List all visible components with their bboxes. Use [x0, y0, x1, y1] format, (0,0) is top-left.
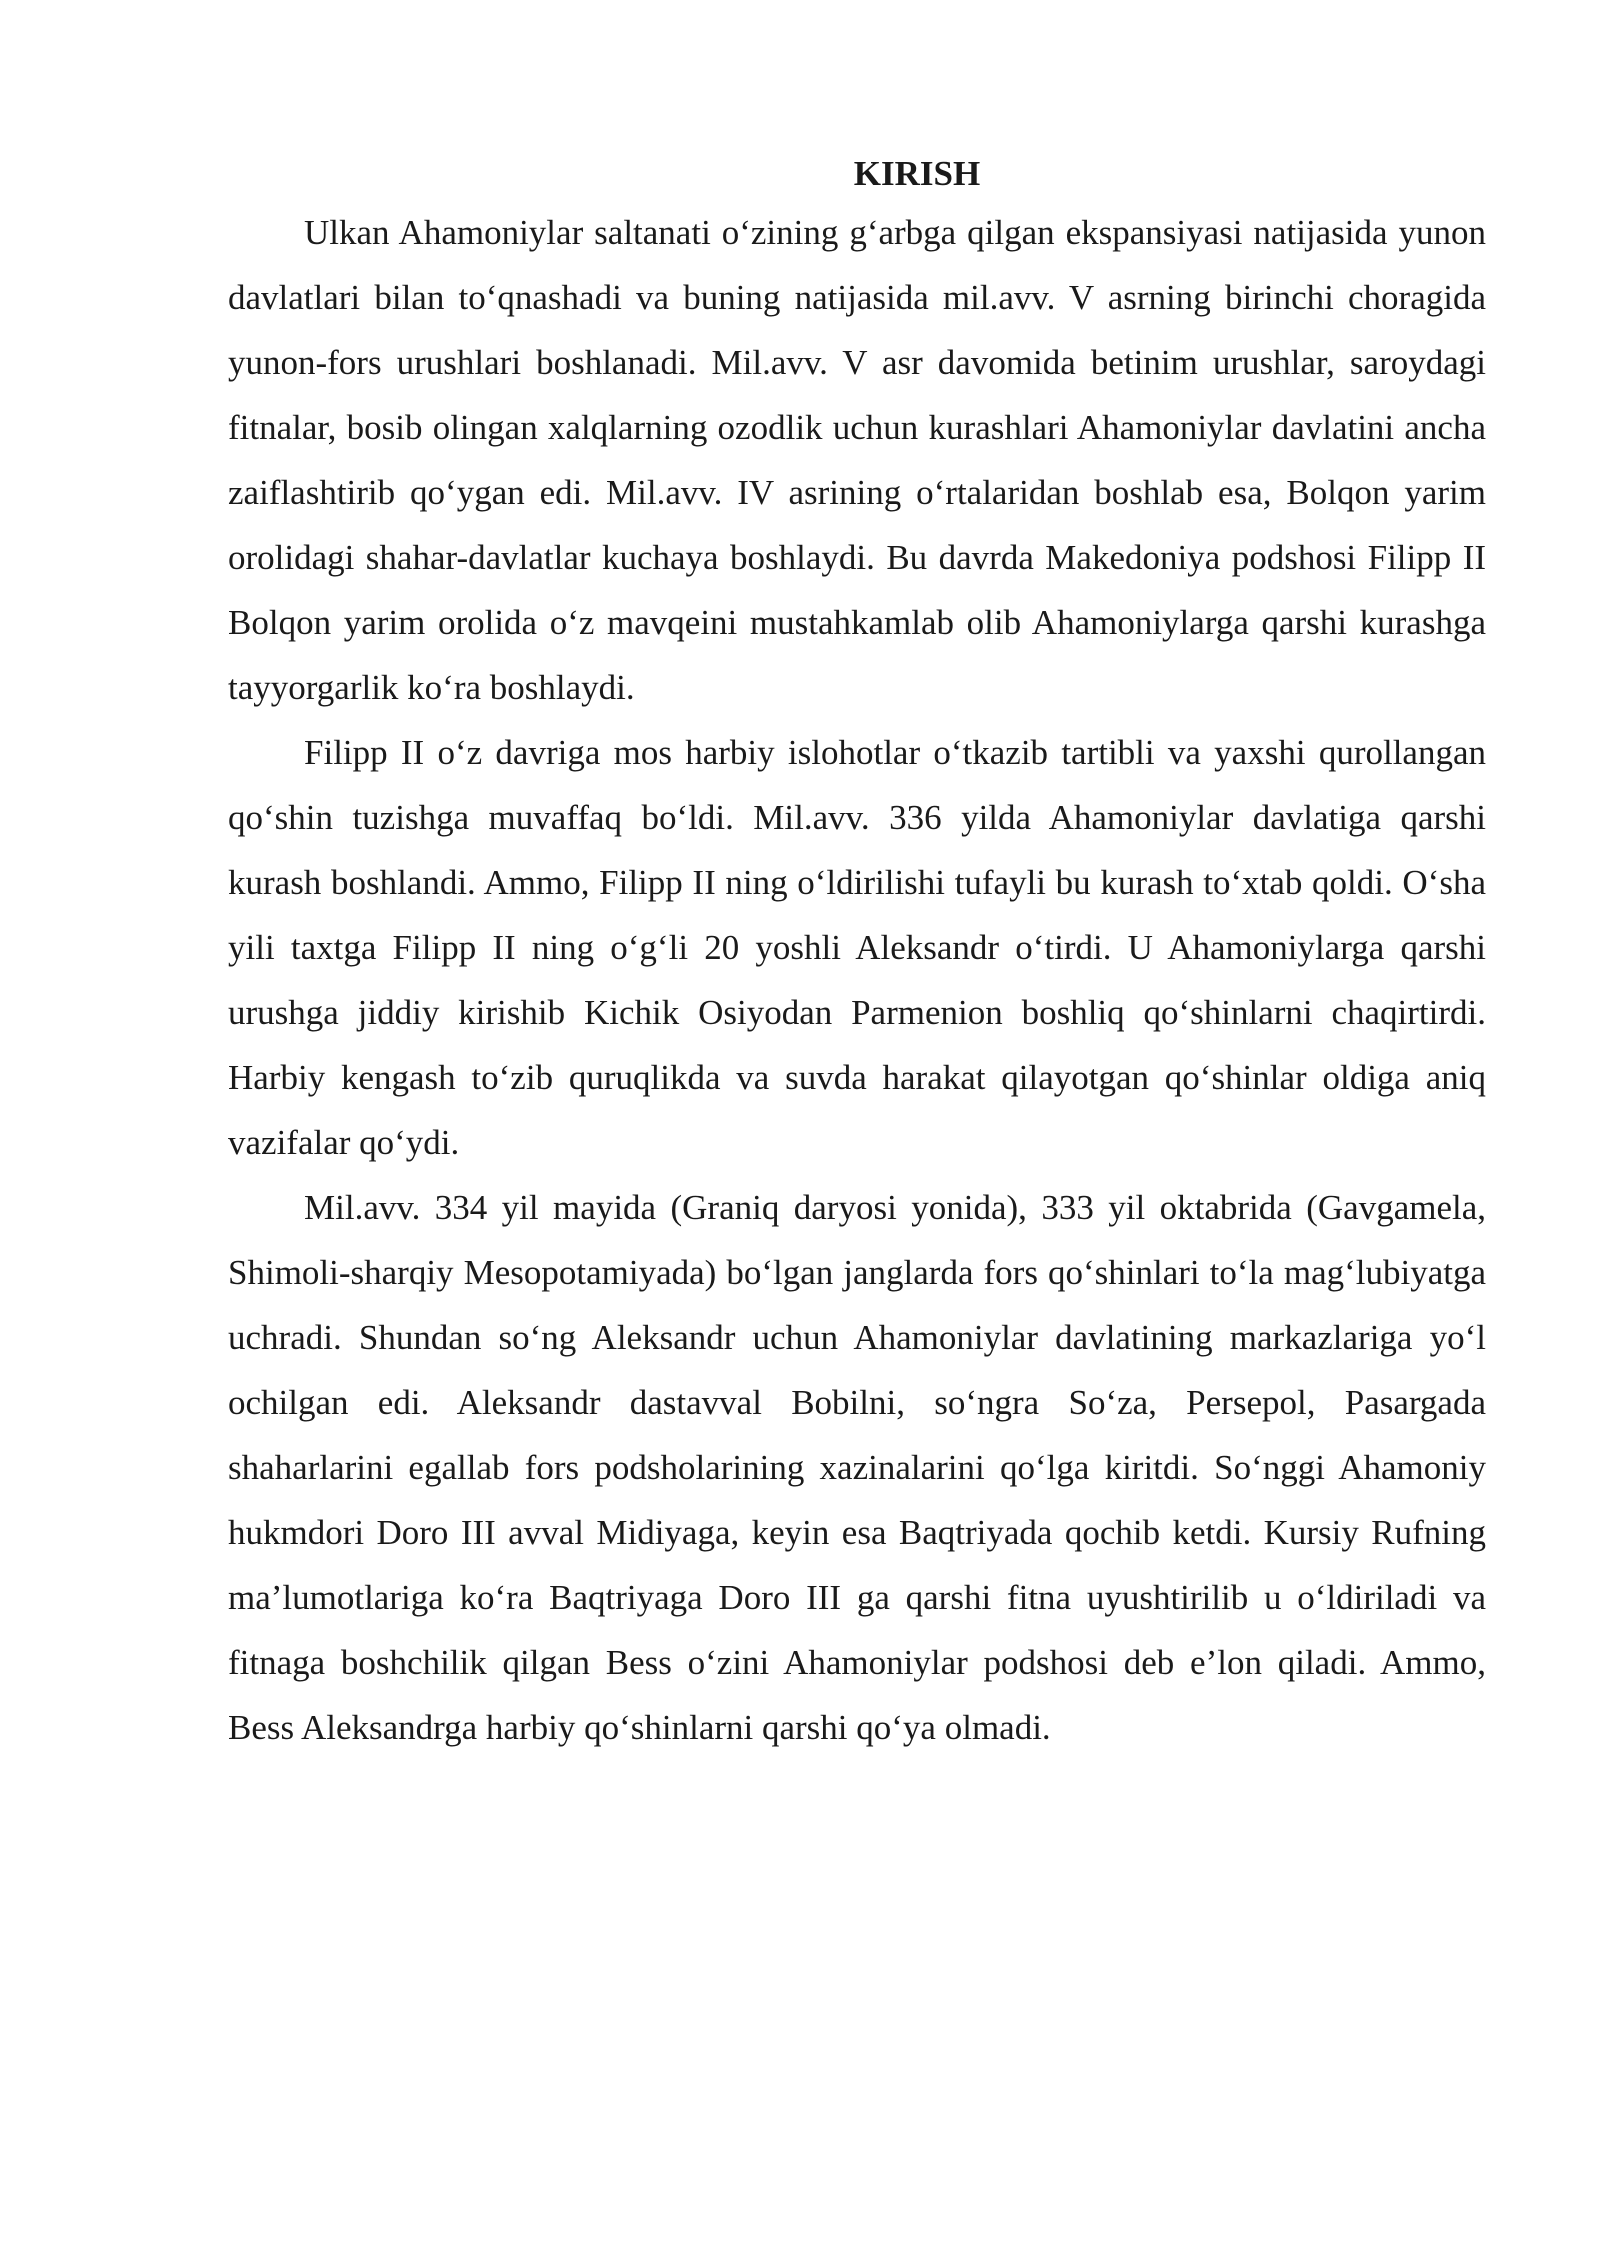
document-body	[228, 148, 1486, 1760]
paragraph-3: Mil.avv. 334 yil mayida (Graniq daryosi yonida), 333 yil oktabrida (Gavgamela, Shimoli-sharqiy Mesopotamiyada) bo‘lgan janglarda fors qo‘shinlari to‘la mag‘lubiyatga uchradi. Shundan so‘ng Aleksandr uchun Ahamoniylar davlatining markazlariga yo‘l ochilgan edi. Aleksandr dastavval Bobilni, so‘ngra So‘za, Persepol, Pasargada shaharlarini egallab fors podsholarining xazinalarini qo‘lga kiritdi. So‘nggi Ahamoniy hukmdori Doro III avval Midiyaga, keyin esa Baqtriyada qochib ketdi. Kursiy Rufning ma’lumotlariga ko‘ra Baqtriyaga Doro III ga qarshi fitna uyushtirilib u o‘ldiriladi va fitnaga boshchilik qilgan Bess o‘zini Ahamoniylar podshosi deb e’lon qiladi. Ammo, Bess Aleksandrga harbiy qo‘shinlarni qarshi qo‘ya olmadi.	[228, 1188, 1486, 1747]
paragraph-2: Filipp II o‘z davriga mos harbiy islohotlar o‘tkazib tartibli va yaxshi qurollangan qo‘shin tuzishga muvaffaq bo‘ldi. Mil.avv. 336 yilda Ahamoniylar davlatiga qarshi kurash boshlandi. Ammo, Filipp II ning o‘ldirilishi tufayli bu kurash to‘xtab qoldi. O‘sha yili taxtga Filipp II ning o‘g‘li 20 yoshli Aleksandr o‘tirdi. U Ahamoniylarga qarshi urushga jiddiy kirishib Kichik Osiyodan Parmenion boshliq qo‘shinlarni chaqirtirdi. Harbiy kengash to‘zib quruqlikda va suvda harakat qilayotgan qo‘shinlar oldiga aniq vazifalar qo‘ydi.	[228, 733, 1486, 1162]
paragraph-1: Ulkan Ahamoniylar saltanati o‘zining g‘arbga qilgan ekspansiyasi natijasida yunon davlatlari bilan to‘qnashadi va buning natijasida mil.avv. V asrning birinchi choragida yunon-fors urushlari boshlanadi. Mil.avv. V asr davomida betinim urushlar, saroydagi fitnalar, bosib olingan xalqlarning ozodlik uchun kurashlari Ahamoniylar davlatini ancha zaiflashtirib qo‘ygan edi. Mil.avv. IV asrining o‘rtalaridan boshlab esa, Bolqon yarim orolidagi shahar-davlatlar kuchaya boshlaydi. Bu davrda Makedoniya podshosi Filipp II Bolqon yarim orolida o‘z mavqeini mustahkamlab olib Ahamoniylarga qarshi kurashga tayyorgarlik ko‘ra boshlaydi.	[228, 213, 1486, 707]
page-title: KIRISH	[853, 154, 981, 193]
